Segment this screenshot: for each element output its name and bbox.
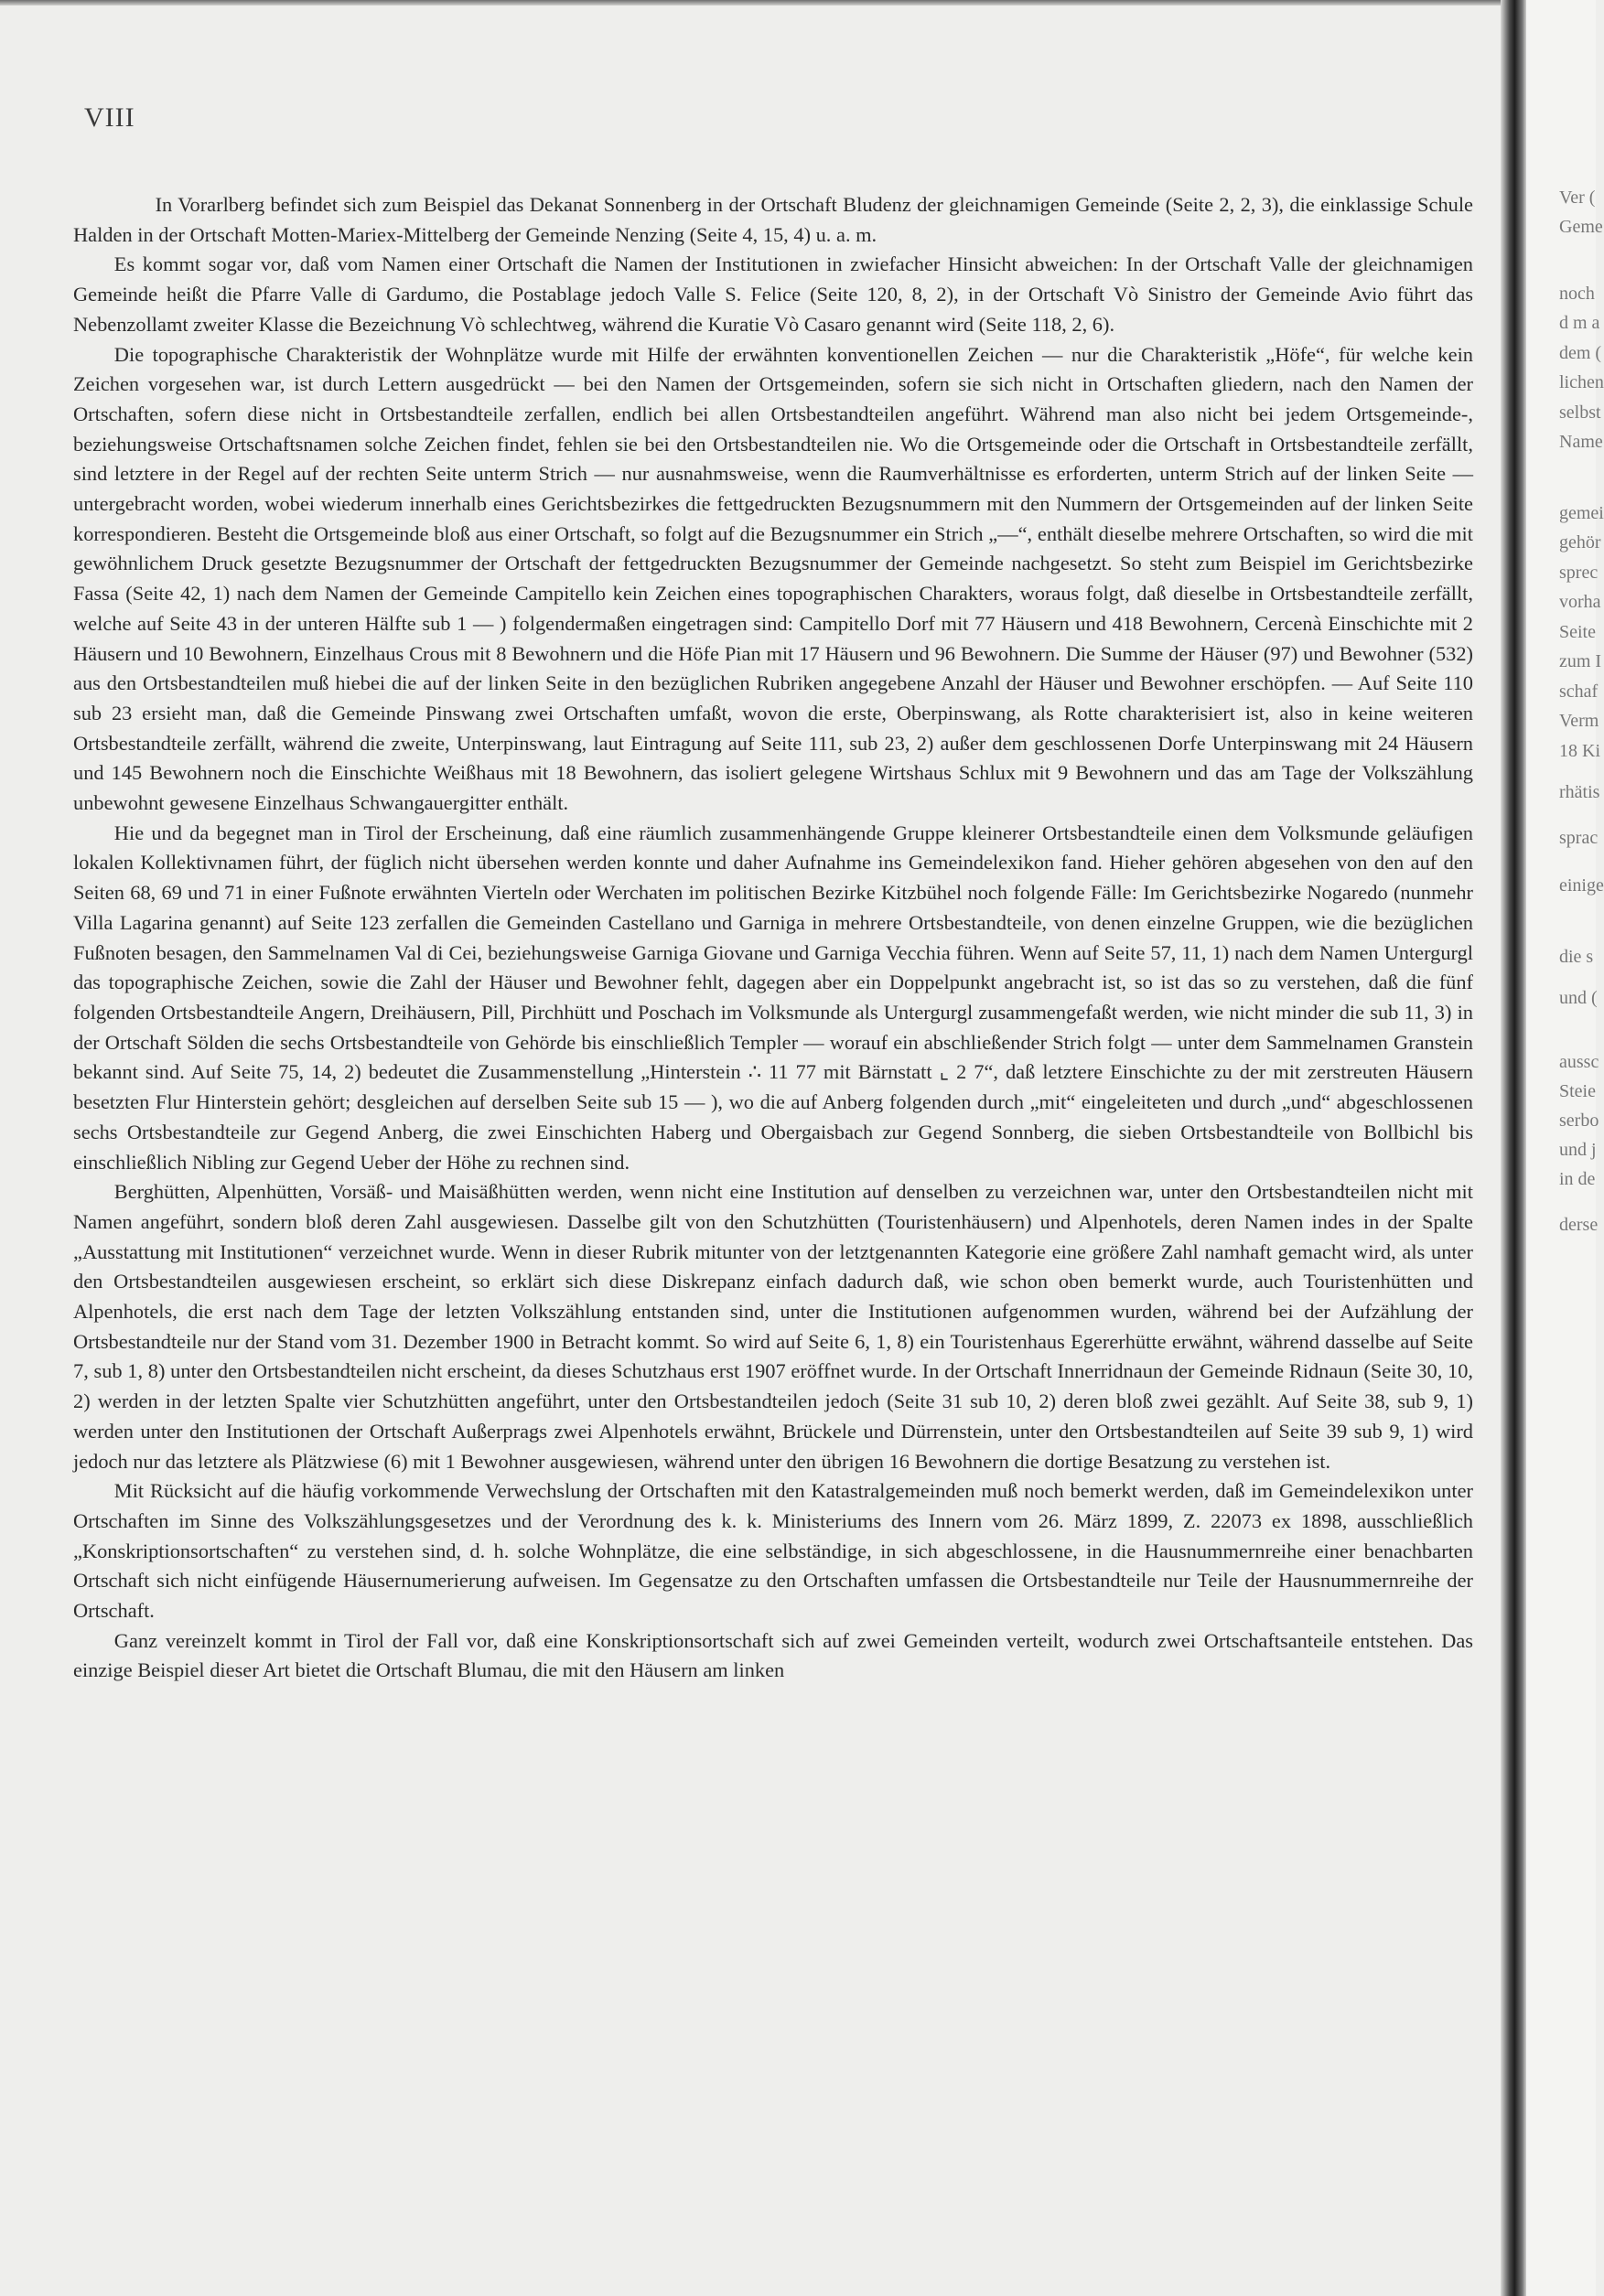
facing-fragment: vorha (1559, 592, 1601, 612)
facing-fragment: und ( (1559, 988, 1598, 1008)
facing-fragment: 18 Ki (1559, 741, 1600, 761)
paragraph: Mit Rücksicht auf die häufig vorkommende Verwechslung der Ortschaften mit den Katastralgemeinden muß noch bemerkt werden, daß im Gemeindelexikon unter Ortschaften im Sinne des Volkszählungsgesetzes und der Verordnung des k. k. Ministeriums des Innern vom 26. März 1899, Z. 22073 ex 1898, ausschließlich „Konskriptionsortschaften“ zu verstehen sind, d. h. solche Wohnplätze, die eine selbständige, in sich abgeschlossene, in die Hausnummernreihe einer benachbarten Ortschaft sich nicht einfügende Häusernumerierung aufweisen. Im Gegensatze zu den Ortschaften umfassen die Ortsbestandteile nur Teile der Hausnummernreihe der Ortschaft. (73, 1479, 1473, 1623)
page-top-edge (0, 0, 1596, 5)
facing-fragment: d m a (1559, 313, 1600, 333)
facing-fragment: Steie (1559, 1081, 1596, 1101)
facing-fragment: Ver ( (1559, 188, 1596, 208)
facing-fragment: Verm (1559, 711, 1599, 731)
facing-fragment: aussc (1559, 1052, 1599, 1072)
facing-fragment: in de (1559, 1169, 1596, 1189)
facing-fragment: zum I (1559, 651, 1602, 671)
facing-fragment: schaf (1559, 681, 1599, 702)
facing-fragment: sprac (1559, 828, 1599, 848)
paragraph: In Vorarlberg befindet sich zum Beispiel das Dekanat Sonnenberg in der Ortschaft Bludenz der gleichnamigen Gemeinde (Seite 2, 2, 3), die einklassige Schule Halden in der Ortschaft Motten-Mariex-Mittelberg der Gemeinde Nenzing (Seite 4, 15, 4) u. a. m. (73, 193, 1473, 246)
paragraph: Ganz vereinzelt kommt in Tirol der Fall vor, daß eine Konskriptionsortschaft sich auf zwei Gemeinden verteilt, wodurch zwei Ortschaftsanteile entstehen. Das einzige Beispiel dieser Art bietet die Ortschaft Blumau, die mit den Häusern am linken (73, 1628, 1473, 1682)
facing-fragment: gehör (1559, 532, 1601, 553)
facing-fragment: Geme (1559, 217, 1603, 237)
facing-fragment: einige (1559, 875, 1604, 896)
paragraph: Es kommt sogar vor, daß vom Namen einer Ortschaft die Namen der Institutionen in zwiefacher Hinsicht abweichen: In der Ortschaft Valle der gleichnamigen Gemeinde heißt die Pfarre Valle di Gardumo, die Postablage jedoch Valle S. Felice (Seite 120, 8, 2), in der Ortschaft Vò Sinistro der Gemeinde Avio führt das Nebenzollamt zweiter Klasse die Bezeichnung Vò schlechtweg, während die Kuratie Vò Casaro genannt wird (Seite 118, 2, 6). (73, 252, 1473, 336)
facing-fragment: selbst (1559, 402, 1601, 423)
facing-fragment: noch (1559, 284, 1595, 304)
page-number: VIII (84, 102, 135, 133)
facing-fragment: derse (1559, 1215, 1599, 1235)
facing-fragment: die s (1559, 947, 1594, 967)
facing-fragment: gemei (1559, 503, 1604, 523)
paragraph: Berghütten, Alpenhütten, Vorsäß- und Maisäßhütten werden, wenn nicht eine Institution auf denselben zu verzeichnen war, unter den Ortsbestandteilen nicht mit Namen angeführt, sondern bloß deren Zahl ausgewiesen. Dasselbe gilt von den Schutzhütten (Touristenhäusern) und Alpenhotels, deren Namen indes in der Spalte „Ausstattung mit Institutionen“ verzeichnet wurde. Wenn in dieser Rubrik mitunter von der letztgenannten Kategorie eine größere Zahl namhaft gemacht wird, als unter den Ortsbestandteilen ausgewiesen erscheint, so erklärt sich diese Diskrepanz einfach dadurch daß, wie schon oben bemerkt wurde, auch Touristenhütten und Alpenhotels, die erst nach dem Tage der letzten Volkszählung entstanden sind, unter die Institutionen aufgenommen wurden, während bei der Aufzählung der Ortsbestandteile nur der Stand vom 31. Dezember 1900 in Betracht kommt. So wird auf Seite 6, 1, 8) ein Touristenhaus Egererhütte erwähnt, während dasselbe auf Seite 7, sub 1, 8) unter den Ortsbestandteilen nicht erscheint, da dieses Schutzhaus erst 1907 eröffnet wurde. In der Ortschaft Innerridnaun der Gemeinde Ridnaun (Seite 30, 10, 2) werden in der letzten Spalte vier Schutzhütten angeführt, unter den Ortsbestandteilen jedoch (Seite 31 sub 10, 2) deren bloß zwei gezählt. Auf Seite 38, sub 9, 1) werden unter den Institutionen der Ortschaft Außerprags zwei Alpenhotels erwähnt, Brückele und Dürrenstein, unter den Ortsbestandteilen auf Seite 39 sub 9, 1) wird jedoch nur das letztere als Plätzwiese (6) mit 1 Bewohner ausgewiesen, während unter den übrigen 16 Bewohnern die dortige Besatzung zu verstehen ist. (73, 1180, 1473, 1473)
paragraph: Hie und da begegnet man in Tirol der Erscheinung, daß eine räumlich zusammenhängende Gruppe kleinerer Ortsbestandteile einen dem Volksmunde geläufigen lokalen Kollektivnamen führt, der füglich nicht übersehen werden konnte und daher Aufnahme ins Gemeindelexikon fand. Hieher gehören abgesehen von den auf den Seiten 68, 69 und 71 in einer Fußnote erwähnten Vierteln oder Werchaten im politischen Bezirke Kitzbühel noch folgende Fälle: Im Gerichtsbezirke Nogaredo (nunmehr Villa Lagarina genannt) auf Seite 123 zerfallen die Gemeinden Castellano und Garniga in mehrere Ortsbestandteile, von denen einzelne Gruppen, wie die bezüglichen Fußnoten besagen, den Sammelnamen Val di Cei, beziehungsweise Garniga Giovane und Garniga Vecchia führen. Wenn auf Seite 57, 11, 1) nach dem Namen Untergurgl das topographische Zeichen, sowie die Zahl der Häuser und Bewohner fehlt, dagegen aber ein Doppelpunkt angebracht ist, so ist das so zu verstehen, daß die fünf folgenden Ortsbestandteile Angern, Dreihäusern, Pill, Pirchhütt und Poschach im Volksmunde als Untergurgl zusammengefaßt werden, wie nicht minder die sub 11, 3) in der Ortschaft Sölden die sechs Ortsbestandteile von Gehörde bis einschließlich Templer — worauf ein abschließender Strich folgt — unter dem Sammelnamen Granstein bekannt sind. Auf Seite 75, 14, 2) bedeutet die Zusammenstellung „Hinterstein ∴ 11 77 mit Bärnstatt ⌞ 2 7“, daß letztere Einschichte zu der mit zerstreuten Häusern besetzten Flur Hinterstein gehört; desgleichen auf derselben Seite sub 15 — ), wo die auf Anberg folgenden durch „mit“ eingeleiteten und durch „und“ abgeschlossenen sechs Ortsbestandteile zur Gegend Anberg, die zwei Einschichten Haberg und Obergaisbach zur Gegend Sonnberg, die sieben Ortsbestandteile von Bollbichl bis einschließlich Nibling zur Gegend Ueber der Höhe zu rechnen sind. (73, 821, 1473, 1174)
facing-fragment: serbo (1559, 1110, 1599, 1131)
facing-fragment: lichen (1559, 372, 1604, 392)
facing-fragment: rhätis (1559, 782, 1600, 802)
facing-fragment: und j (1559, 1140, 1597, 1160)
facing-fragment: sprec (1559, 563, 1599, 583)
paragraph: Die topographische Charakteristik der Wohnplätze wurde mit Hilfe der erwähnten konventionellen Zeichen — nur die Charakteristik „Höfe“, für welche kein Zeichen vorgesehen war, ist durch Lettern ausgedrückt — bei den Namen der Ortsgemeinden, sofern sie sich nicht in Ortschaften gliedern, nach den Namen der Ortschaften, sofern diese nicht in Ortsbestandteile zerfallen, endlich bei allen Ortsbestandteilen angeführt. Während man also nicht bei jedem Ortsgemeinde-, beziehungsweise Ortschaftsnamen solche Zeichen findet, fehlen sie bei den Ortsbestandteilen nie. Wo die Ortsgemeinde oder die Ortschaft in Ortsbestandteile zerfällt, sind letztere in der Regel auf der rechten Seite unterm Strich — nur ausnahmsweise, wenn die Raumverhältnisse es erforderten, unterm Strich auf der linken Seite — untergebracht worden, wobei wiederum innerhalb eines Gerichtsbezirkes die fettgedruckten Bezugsnummern mit den Nummern der Ortsgemeinden auf der linken Seite korrespondieren. Besteht die Ortsgemeinde bloß aus einer Ortschaft, so folgt auf die Bezugsnummer ein Strich „—“, enthält dieselbe mehrere Ortschaften, so wird die mit gewöhnlichem Druck gesetzte Bezugsnummer der Ortschaft der fettgedruckten Bezugsnummer der Gemeinde nachgesetzt. So steht zum Beispiel im Gerichtsbezirke Fassa (Seite 42, 1) nach dem Namen der Gemeinde Campitello kein Zeichen eines topographischen Charakters, woraus folgt, daß dieselbe in Ortsbestandteile zerfällt, welche auf Seite 43 in der unteren Hälfte sub 1 — ) folgendermaßen eingetragen sind: Campitello Dorf mit 77 Häusern und 418 Bewohnern, Cercenà Einschichte mit 2 Häusern und 10 Bewohnern, Einzelhaus Crous mit 8 Bewohnern und die Höfe Pian mit 17 Häusern und 96 Bewohnern. Die Summe der Häuser (97) und Bewohner (532) aus den Ortsbestandteilen muß hiebei die auf der linken Seite in den bezüglichen Rubriken angegebene Anzahl der Häuser und Bewohner erschöpfen. — Auf Seite 110 sub 23 ersieht man, daß die Gemeinde Pinswang zwei Ortschaften umfaßt, wovon die erste, Oberpinswang, als Rotte charakterisiert ist, also in keine weiteren Ortsbestandteile zerfällt, während die zweite, Unterpinswang, laut Eintragung auf Seite 111, sub 23, 2) außer dem geschlossenen Dorfe Unterpinswang mit 24 Häusern und 145 Bewohnern noch die Einschichte Weißhaus mit 18 Bewohnern, das isoliert gelegene Wirtshaus Schlux mit 9 Bewohnern und das am Tage der Volkszählung unbewohnt gewesene Einzelhaus Schwangauergitter enthält. (73, 342, 1473, 815)
book-spine (1501, 0, 1526, 2296)
facing-fragment: dem ( (1559, 343, 1602, 363)
facing-fragment: Seite (1559, 622, 1596, 642)
body-text (73, 190, 1473, 1686)
facing-fragment: Name (1559, 432, 1603, 452)
